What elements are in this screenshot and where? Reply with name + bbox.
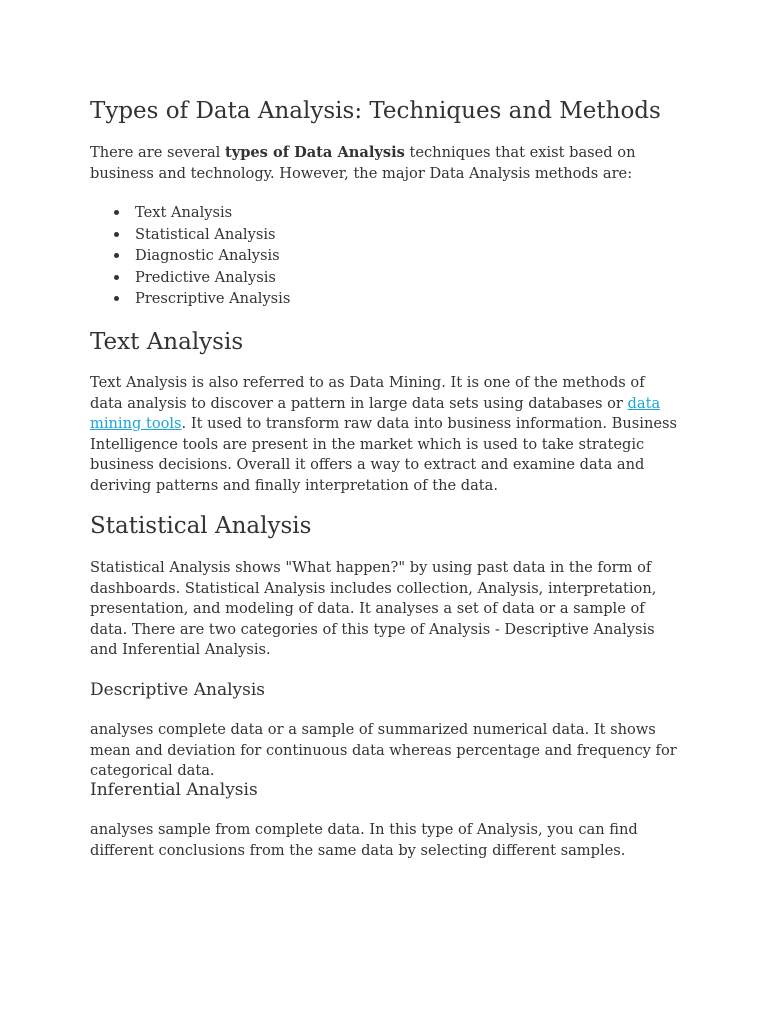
list-item: Statistical Analysis [90, 224, 290, 246]
list-item: Predictive Analysis [90, 267, 290, 289]
text-analysis-heading: Text Analysis [90, 329, 244, 355]
list-item: Text Analysis [90, 202, 290, 224]
text-analysis-paragraph [90, 373, 680, 496]
intro-text-start: There are several [90, 144, 225, 161]
inferential-analysis-paragraph: analyses sample from complete data. In this type of Analysis, you can find different conclusions from the same data by selecting different samples. [90, 821, 638, 859]
inferential-analysis-heading: Inferential Analysis [90, 780, 258, 800]
intro-paragraph [90, 143, 680, 184]
descriptive-analysis-paragraph: analyses complete data or a sample of summarized numerical data. It shows mean and deviation for continuous data whereas percentage and frequency for categorical data. [90, 721, 677, 779]
text-analysis-text-end: . It used to transform raw data into business information. Business Intelligence tools are present in the market which is used to take strategic business decisions. Overall it offers a way to extract and examine data and deriving patterns and finally interpretation of the data. [90, 415, 677, 494]
intro-text-end: techniques that exist based on business and technology. However, the major Data Analysis methods are: [90, 144, 636, 182]
page-title: Types of Data Analysis: Techniques and Methods [90, 98, 661, 124]
intro-bold-term: types of Data Analysis [224, 144, 405, 161]
text-analysis-text-start: Text Analysis is also referred to as Data Mining. It is one of the methods of data analysis to discover a pattern in large data sets using databases or [90, 374, 645, 412]
statistical-analysis-heading: Statistical Analysis [90, 513, 312, 539]
list-item: Diagnostic Analysis [90, 245, 290, 267]
list-item: Prescriptive Analysis [90, 288, 290, 310]
descriptive-analysis-heading: Descriptive Analysis [90, 680, 266, 700]
statistical-analysis-paragraph: Statistical Analysis shows "What happen?" by using past data in the form of dashboards. Statistical Analysis includes collection, Analysis, interpretation, presentation, and modeling of data. It analyses a set of data or a sample of data. There are two categories of this type of Analysis - Descriptive Analysis and Inferential Analysis. [90, 559, 657, 658]
analysis-types-list [90, 202, 290, 310]
data-mining-tools-link[interactable]: data mining tools [90, 394, 661, 432]
